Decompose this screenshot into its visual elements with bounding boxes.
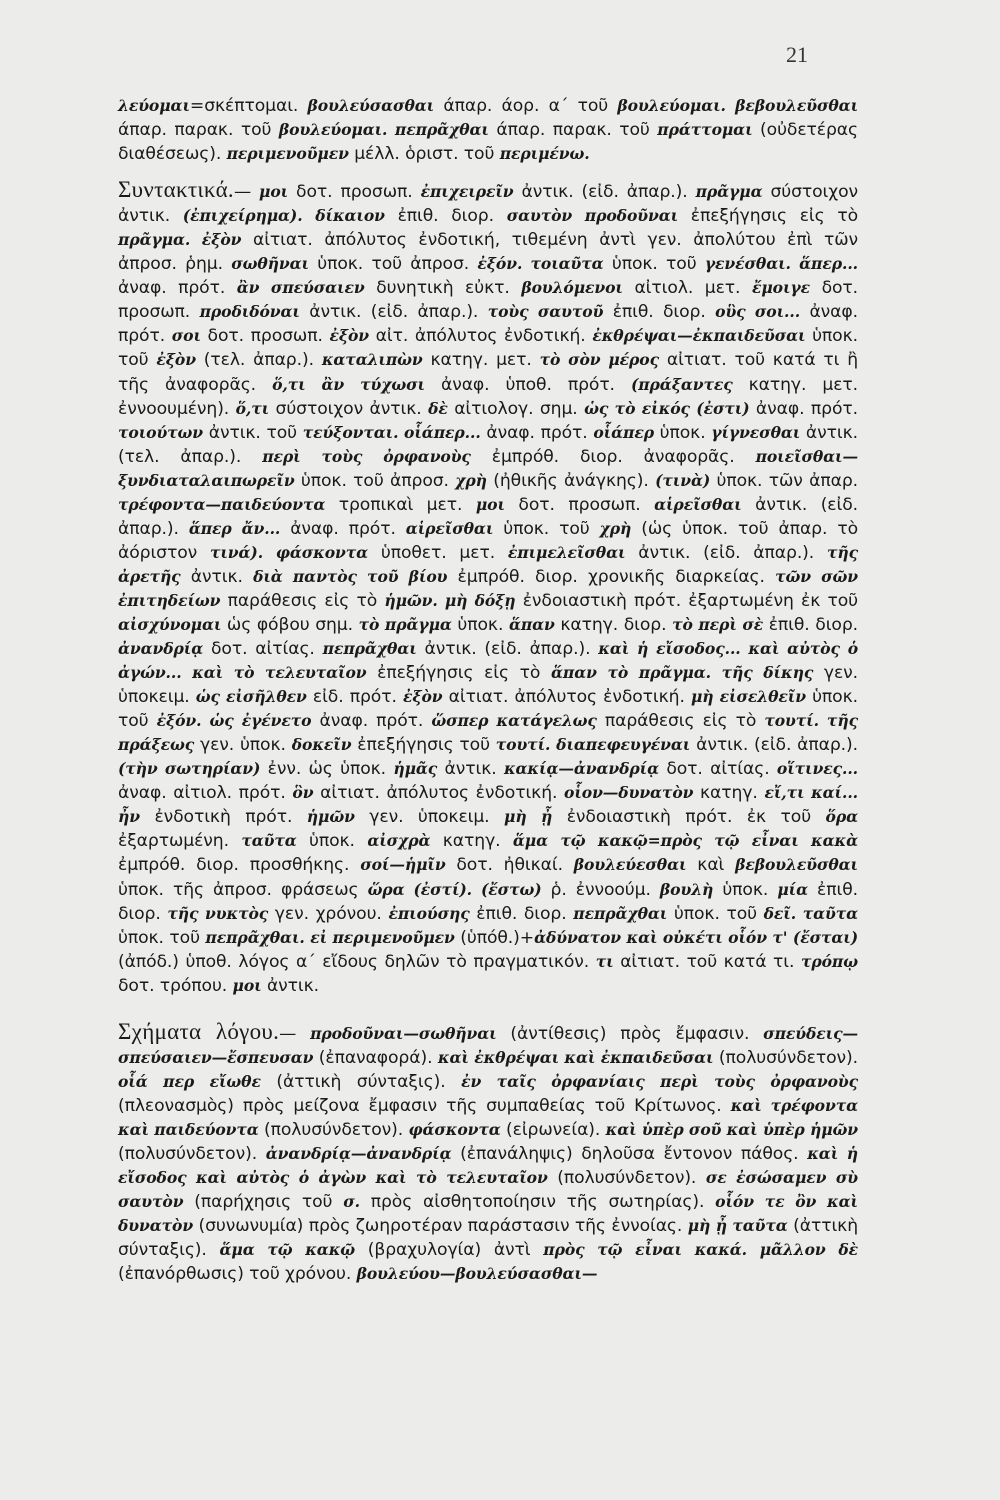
commentary-text: ἀντικ. xyxy=(437,759,504,780)
commentary-text: (πολυσύνδετον). xyxy=(258,1119,409,1140)
greek-term: ὥρα (ἐστί). (ἔστω) xyxy=(367,879,542,899)
greek-term: ὅρα xyxy=(825,807,858,827)
commentary-text: (βραχυλογία) ἀντὶ xyxy=(355,1240,544,1261)
greek-term: γενέσθαι. ἅπερ... xyxy=(704,254,858,274)
commentary-text: δυνητικὴ εὐκτ. xyxy=(364,278,522,299)
greek-term: τοιούτων xyxy=(118,422,204,442)
commentary-text: αἰτιατ. τοῦ κατά τι ἢ τῆς ἀναφορᾶς. xyxy=(118,350,859,395)
commentary-text: ἐνδοτικὴ πρότ. xyxy=(139,807,307,828)
commentary-text: ἀντικ. (εἰδ. ἀπαρ.). xyxy=(118,494,858,539)
commentary-text: ὑποκ. τοῦ xyxy=(603,254,705,275)
commentary-text: ἀναφ. πρότ. xyxy=(118,278,237,299)
greek-term: βουλεύεσθαι xyxy=(573,855,687,875)
greek-term: ἦν xyxy=(118,807,140,827)
greek-term: περιμένω. xyxy=(499,144,590,164)
commentary-text: (ἀττικὴ σύνταξις). xyxy=(260,1071,462,1092)
commentary-text: ὑποθετ. μετ. xyxy=(368,542,508,563)
greek-term: μὴ ᾖ xyxy=(504,807,553,827)
commentary-text: πρὸς αἰσθητοποίησιν τῆς σωτηρίας). xyxy=(359,1192,716,1213)
greek-term: ἐπιούσης xyxy=(388,903,470,923)
greek-term: διὰ παντὸς τοῦ βίου xyxy=(253,566,448,586)
greek-term: οἷά περ εἴωθε xyxy=(118,1071,261,1091)
commentary-text: =σκέπτομαι. xyxy=(189,96,308,116)
greek-term: βουλόμενοι xyxy=(521,278,623,298)
commentary-text: γεν. χρόνου. xyxy=(268,903,389,924)
greek-term: ἀνανδρίᾳ—ἀνανδρίᾳ xyxy=(265,1143,452,1163)
commentary-text: (οὐδετέρας διαθέσεως). xyxy=(118,120,858,165)
greek-term: βουλεύσασθαι xyxy=(307,96,435,115)
page-number: 21 xyxy=(786,42,808,67)
greek-term: πρᾶγμα xyxy=(695,182,763,202)
commentary-text: (πολυσύνδετον). xyxy=(547,1168,706,1189)
commentary-text: άπαρ. παρακ. τοῦ xyxy=(488,120,658,141)
commentary-text: κατηγ. xyxy=(693,783,765,804)
commentary-text: (ἀπόδ.) ὑποθ. λόγος α΄ εἴδους δηλῶν τὸ πραγματικόν. xyxy=(118,951,596,972)
greek-term: ἐπιμελεῖσθαι xyxy=(507,542,626,562)
greek-term: τεύξονται. οἷάπερ... xyxy=(302,422,481,442)
greek-term: ἅπαν τὸ πρᾶγμα. τῆς δίκης xyxy=(550,663,814,683)
commentary-text: ἀντικ. (εἰδ. ἀπαρ.). xyxy=(625,542,827,563)
commentary-text: ἐνν. ὡς ὑποκ. xyxy=(260,759,394,780)
greek-term: οὓς σοι... xyxy=(715,302,801,322)
commentary-text: (ἐπαναφορά). xyxy=(313,1047,438,1068)
greek-term: μοι xyxy=(232,975,262,995)
commentary-text: αἰτιατ. ἀπόλυτος ἐνδοτική. xyxy=(442,687,691,708)
commentary-text: — xyxy=(233,182,260,203)
greek-term: ὡς τὸ εἰκός (ἐστι) xyxy=(584,398,750,418)
greek-term: τινά). φάσκοντα xyxy=(209,542,369,562)
greek-term: καὶ ὑπὲρ σοῦ καὶ ὑπὲρ ἡμῶν xyxy=(605,1119,858,1139)
commentary-text: ἀντικ. (εἰδ. ἀπαρ.). xyxy=(513,182,696,203)
greek-term: (τὴν σωτηρίαν) xyxy=(118,759,261,779)
commentary-text: σύστοιχον ἀντικ. xyxy=(269,398,429,419)
commentary-text: — xyxy=(279,1023,311,1044)
commentary-text: (τελ. ἀπαρ.). xyxy=(195,350,322,371)
commentary-text: κατηγ. διορ. xyxy=(554,614,673,635)
greek-term: δὲ xyxy=(428,398,448,418)
greek-term: σαυτὸν προδοῦναι xyxy=(506,206,679,226)
commentary-text: ἐπιθ. διορ. xyxy=(469,903,574,924)
commentary-text: ἐμπρόθ. διορ. χρονικῆς διαρκείας. xyxy=(447,566,776,587)
commentary-text: (πολυσύνδετον). xyxy=(713,1047,858,1068)
commentary-text: αἰτιολογ. σημ. xyxy=(447,398,585,419)
greek-term: ἅπερ ἄν... xyxy=(188,518,281,538)
commentary-text: κατηγ. xyxy=(430,831,513,852)
greek-term: καὶ τρέφοντα καὶ παιδεύοντα xyxy=(118,1095,858,1139)
commentary-text: δοτ. αἰτίας. xyxy=(203,639,323,660)
greek-term: περιμενοῦμεν xyxy=(226,144,349,164)
greek-term: ἐξόν. τοιαῦτα xyxy=(477,254,604,274)
greek-term: ἔμοιγε xyxy=(751,278,810,298)
commentary-text: ὑποκ. τοῦ xyxy=(667,903,764,924)
greek-term: ἅμα τῷ κακῷ=πρὸς τῷ εἶναι κακὰ xyxy=(512,831,858,851)
greek-term: (τινὰ) xyxy=(655,470,711,490)
greek-term: ὡς εἰσῆλθεν xyxy=(195,687,307,707)
greek-term: τουτί. τῆς πράξεως xyxy=(118,711,858,755)
commentary-text: ἐπεξήγησις τοῦ xyxy=(351,735,496,756)
commentary-text: δοτ. τρόπου. xyxy=(118,975,233,996)
commentary-text: ἐπεξήγησις εἰς τὸ xyxy=(678,206,859,227)
commentary-text: (ἀττικὴ σύνταξις). xyxy=(118,1216,858,1261)
greek-term: ὅ,τι ἂν τύχωσι xyxy=(272,374,425,394)
paragraph-syntax xyxy=(118,178,858,998)
commentary-text: αἰτ. ἀπόλυτος ἐνδοτική. xyxy=(369,326,593,347)
greek-term: βουλὴ xyxy=(659,879,714,899)
commentary-text: ἀντικ. (τελ. ἀπαρ.). xyxy=(118,422,859,467)
commentary-text: ὑποκ. τῆς ἀπροσ. φράσεως xyxy=(118,879,368,900)
commentary-text: ἀντικ. xyxy=(261,975,320,996)
commentary-text: ἐπιθ. διορ. xyxy=(603,302,716,323)
commentary-text: ἀναφ. πρότ. xyxy=(480,422,594,443)
commentary-text: (παρήχησις τοῦ xyxy=(183,1192,344,1213)
commentary-text: ἐξαρτωμένη. xyxy=(118,831,242,852)
commentary-text: (συνωνυμία) πρὸς ζωηροτέραν παράστασιν τῆς ἐννοίας. xyxy=(193,1216,688,1237)
greek-term: τὸ περὶ σὲ xyxy=(672,614,764,634)
greek-term: πρᾶγμα. ἐξὸν xyxy=(118,230,242,250)
greek-term: (ἐπιχείρημα). δίκαιον xyxy=(182,206,385,226)
commentary-text: μέλλ. ὁριστ. τοῦ xyxy=(348,144,500,165)
commentary-text: ἐπιθ. διορ. xyxy=(118,879,858,924)
commentary-text: (ὡς ὑποκ. τοῦ ἀπαρ. τὸ ἀόριστον xyxy=(118,518,858,563)
commentary-text: δοτ. προσωπ. xyxy=(504,494,655,515)
greek-term: μὴ εἰσελθεῖν xyxy=(690,687,806,707)
commentary-text: ἀντικ. (εἰδ. ἀπαρ.). xyxy=(299,302,488,323)
greek-term: ταῦτα xyxy=(241,831,297,851)
commentary-text: ἀναφ. ὑποθ. πρότ. xyxy=(424,374,631,395)
greek-term: σε ἐσώσαμεν σὺ σαυτὸν xyxy=(118,1168,858,1212)
commentary-text: γεν. ὑποκ. xyxy=(194,735,292,756)
greek-term: κακίᾳ—ἀνανδρίᾳ xyxy=(503,759,660,779)
greek-term: τρόπῳ xyxy=(800,951,858,971)
greek-term: δεῖ. ταῦτα xyxy=(763,903,859,923)
greek-term: μοι xyxy=(259,182,289,202)
commentary-text: (ἠθικῆς ἀνάγκης). xyxy=(486,470,656,491)
greek-term: ὅ,τι xyxy=(235,398,270,418)
greek-term: οἷάπερ xyxy=(593,422,654,442)
greek-term: προδοῦναι—σωθῆναι xyxy=(310,1023,497,1043)
commentary-text: ἐνδοιαστικὴ πρότ. ἐξαρτωμένη ἐκ τοῦ xyxy=(515,590,858,611)
greek-term: μία xyxy=(777,879,808,899)
greek-term: πεπρᾶχθαι xyxy=(573,903,668,923)
greek-term: σωθῆναι xyxy=(231,254,309,274)
commentary-text: ἀντικ. (εἰδ. ἀπαρ.). xyxy=(416,639,599,660)
section-gap xyxy=(118,998,858,1020)
commentary-text: τροπικαὶ μετ. xyxy=(325,494,476,515)
commentary-text: ῥ. ἐννοούμ. xyxy=(541,879,660,900)
greek-term: ἐξὸν xyxy=(402,687,443,707)
commentary-text: ἀναφ. πρότ. xyxy=(280,518,406,539)
commentary-text: (πλεονασμὸς) πρὸς μείζονα ἔμφασιν τῆς συμπαθείας τοῦ Κρίτωνος. xyxy=(118,1095,731,1116)
commentary-text: ἀναφ. αἰτιολ. πρότ. xyxy=(118,783,293,804)
commentary-text: ἐμπρόθ. διορ. προσθήκης. xyxy=(118,855,361,876)
commentary-text: (εἰρωνεία). xyxy=(500,1119,606,1140)
commentary-text: ὑποκ. τοῦ xyxy=(118,326,858,371)
paragraph-vocabulary xyxy=(118,94,858,166)
commentary-text: αἰτιατ. ἀπόλυτος ἐνδοτική, τιθεμένη ἀντὶ γεν. ἀπολύτου ἐπὶ τῶν ἀπροσ. ῥημ. xyxy=(118,230,858,275)
commentary-text: ὑποκ. xyxy=(451,614,509,635)
greek-term: τὸ σὸν μέρος xyxy=(539,350,659,370)
greek-term: ἀνανδρίᾳ xyxy=(118,639,204,659)
commentary-text: κατηγ. μετ. xyxy=(422,350,540,371)
commentary-text: αἰτιολ. μετ. xyxy=(622,278,752,299)
greek-term: ποιεῖσθαι—ξυνδιαταλαιπωρεῖν xyxy=(118,446,858,490)
commentary-text: καὶ xyxy=(686,855,736,876)
greek-term: εἴ,τι καί... xyxy=(764,783,858,803)
greek-term: ἐπιχειρεῖν xyxy=(420,182,514,202)
greek-term: καταλιπὼν xyxy=(321,350,423,370)
greek-term: ἐν ταῖς ὀρφανίαις περὶ τοὺς ὀρφανοὺς xyxy=(461,1071,859,1091)
greek-term: ἅπαν xyxy=(508,614,555,634)
commentary-text: ὑποκ. τῶν ἀπαρ. xyxy=(710,470,858,491)
greek-term: πράττομαι xyxy=(657,120,753,140)
commentary-text: ἐνδοιαστικὴ πρότ. ἐκ τοῦ xyxy=(552,807,826,828)
commentary-text: ὑποκ. τοῦ xyxy=(118,687,858,732)
commentary-text: κατηγ. μετ. ἐννοουμένη). xyxy=(118,374,859,419)
greek-term: ἐξόν. ὡς ἐγένετο xyxy=(156,711,312,731)
greek-term: χρὴ xyxy=(455,470,487,490)
greek-term: γίγνεσθαι xyxy=(711,422,801,442)
commentary-text: ὑποκ. τοῦ ἀπροσ. xyxy=(308,254,478,275)
commentary-text: ἐπεξήγησις εἰς τὸ xyxy=(366,663,551,684)
greek-term: καὶ ἐκθρέψαι καὶ ἐκπαιδεῦσαι xyxy=(437,1047,714,1067)
commentary-text: ἀναφ. πρότ. xyxy=(118,302,859,347)
commentary-text: ὑποκ. xyxy=(713,879,778,900)
commentary-text: άπαρ. παρακ. τοῦ xyxy=(118,120,279,141)
section-heading: Συντακτικά. xyxy=(118,177,234,203)
greek-term: σ. xyxy=(343,1192,360,1212)
greek-term: ἂν σπεύσαιεν xyxy=(236,278,365,298)
commentary-text: (ἐπανόρθωσις) τοῦ χρόνου. xyxy=(118,1264,357,1285)
greek-term: αἱρεῖσθαι xyxy=(405,518,494,538)
greek-term: τοὺς σαυτοῦ xyxy=(487,302,604,322)
greek-term: ἡμῶν xyxy=(306,807,355,827)
greek-term: τὸ πρᾶγμα xyxy=(358,614,452,634)
commentary-text: (ἀντίθεσις) πρὸς ἔμφασιν. xyxy=(496,1023,764,1044)
commentary-text: ὑποκ. τοῦ ἀπροσ. xyxy=(294,470,456,491)
paragraph-figures-of-speech xyxy=(118,1020,858,1287)
greek-term: ἐξὸν xyxy=(329,326,370,346)
greek-term: τῶν σῶν ἐπιτηδείων xyxy=(118,566,858,610)
commentary-text: ὑποκ. τοῦ xyxy=(493,518,600,539)
commentary-text: ἐπιθ. διορ. xyxy=(384,206,507,227)
greek-term: ἡμᾶς xyxy=(393,759,438,779)
greek-term: φάσκοντα xyxy=(408,1119,501,1139)
commentary-text: δοτ. προσωπ. xyxy=(200,326,330,347)
greek-term: (πράξαντες xyxy=(630,374,733,394)
commentary-text: αἰτιατ. ἀπόλυτος ἐνδοτική. xyxy=(313,783,565,804)
commentary-text: άπαρ. άορ. α΄ τοῦ xyxy=(434,96,618,116)
commentary-text: αἰτιατ. τοῦ κατά τι. xyxy=(613,951,801,972)
greek-term: τῆς ἀρετῆς xyxy=(118,542,859,586)
commentary-text: παράθεσις εἰς τὸ xyxy=(596,711,765,732)
greek-term: σπεύδεις—σπεύσαιεν—ἔσπευσαν xyxy=(118,1023,858,1067)
greek-term: βεβουλεῦσθαι xyxy=(735,855,858,875)
greek-term: καὶ ἡ εἴσοδος καὶ αὐτὸς ὁ ἀγὼν καὶ τὸ τελευταῖον xyxy=(118,1143,858,1188)
greek-term: δοκεῖν xyxy=(291,735,352,755)
commentary-text: εἰδ. πρότ. xyxy=(306,687,403,708)
greek-term: μοι xyxy=(475,494,505,514)
greek-term: τρέφοντα—παιδεύοντα xyxy=(118,494,326,514)
greek-term: τῆς νυκτὸς xyxy=(167,903,269,923)
greek-term: αἰσχύνομαι xyxy=(118,614,222,634)
greek-term: οἷόν τε ὂν καὶ δυνατὸν xyxy=(118,1192,858,1236)
commentary-text: ἐπιθ. διορ. xyxy=(763,614,859,635)
greek-term: χρὴ xyxy=(599,518,632,538)
commentary-text: ὑποκ. xyxy=(653,422,712,443)
commentary-text: ὑποκ. τοῦ xyxy=(118,927,206,948)
greek-term: ἐξὸν xyxy=(156,350,196,370)
commentary-text: (πολυσύνδετον). xyxy=(118,1143,266,1164)
greek-term: μὴ ᾖ ταῦτα xyxy=(687,1216,788,1236)
commentary-text: ἀναφ. πρότ. xyxy=(311,711,432,732)
greek-term: ἡμῶν. μὴ δόξῃ xyxy=(384,590,516,610)
commentary-text: ὡς φόβου σημ. xyxy=(221,614,359,635)
commentary-text: ἀναφ. πρότ. xyxy=(749,398,859,419)
greek-term: οἷον—δυνατὸν xyxy=(564,783,694,803)
greek-term: αἰσχρὰ xyxy=(367,831,431,851)
commentary-text: ἀντικ. xyxy=(180,566,254,587)
commentary-text: ὑποκ. xyxy=(296,831,368,852)
commentary-text: σύστοιχον ἀντικ. xyxy=(118,182,858,227)
commentary-text: γεν. ὑποκειμ. xyxy=(118,663,859,708)
commentary-text: ἀντικ. τοῦ xyxy=(203,422,303,443)
main-text xyxy=(118,94,858,1286)
greek-term: βουλεύομαι. πεπρᾶχθαι xyxy=(278,120,489,140)
greek-term: σοι xyxy=(171,326,201,346)
greek-term: βουλεύομαι. βεβουλεῦσθαι xyxy=(617,96,859,115)
greek-term: πεπρᾶχθαι xyxy=(322,639,417,659)
greek-term: ὃν xyxy=(292,783,314,803)
greek-term: ὥσπερ κατάγελως xyxy=(431,711,597,731)
commentary-text: παράθεσις εἰς τὸ xyxy=(220,590,385,611)
greek-term: οἵτινες... xyxy=(776,759,858,779)
commentary-text: δοτ. προσωπ. xyxy=(118,278,859,323)
greek-term: πρὸς τῷ εἶναι κακά. μᾶλλον δὲ xyxy=(543,1240,859,1260)
greek-term: σοί—ἡμῖν xyxy=(360,855,446,875)
greek-term: ἅμα τῷ κακῷ xyxy=(219,1240,356,1260)
section-heading: Σχήματα λόγου. xyxy=(118,1018,280,1044)
greek-term: αἱρεῖσθαι xyxy=(654,494,742,514)
commentary-text: δοτ. προσωπ. xyxy=(288,182,421,203)
greek-term: λεύομαι xyxy=(118,96,190,115)
greek-term: πεπρᾶχθαι. εἰ περιμενοῦμεν xyxy=(205,927,455,947)
commentary-text: ἐμπρόθ. διορ. ἀναφορᾶς. xyxy=(470,446,756,467)
commentary-text: δοτ. αἰτίας. xyxy=(659,759,777,780)
commentary-text: γεν. ὑποκειμ. xyxy=(354,807,505,828)
commentary-text: (ἐπανάληψις) δηλοῦσα ἔντονον πάθος. xyxy=(451,1143,808,1164)
greek-term: περὶ τοὺς ὀρφανοὺς xyxy=(262,446,471,466)
greek-term: τι xyxy=(595,951,614,971)
commentary-text: ἀντικ. (εἰδ. ἀπαρ.). xyxy=(690,735,858,756)
greek-term: ἐκθρέψαι—ἐκπαιδεῦσαι xyxy=(592,326,806,346)
greek-term: προδιδόναι xyxy=(199,302,300,322)
greek-term: καὶ ἡ εἴσοδος... καὶ αὐτὸς ὁ ἀγών... καὶ τὸ τελευταῖον xyxy=(118,639,858,683)
commentary-text: (ὑπόθ.)+ xyxy=(454,927,535,948)
greek-term: ἀδύνατον καὶ οὐκέτι οἷόν τ' (ἔσται) xyxy=(534,927,859,947)
greek-term: βουλεύου—βουλεύσασθαι— xyxy=(356,1264,598,1284)
commentary-text: δοτ. ἠθικαί. xyxy=(445,855,574,876)
greek-term: τουτί. διαπεφευγέναι xyxy=(495,735,691,755)
